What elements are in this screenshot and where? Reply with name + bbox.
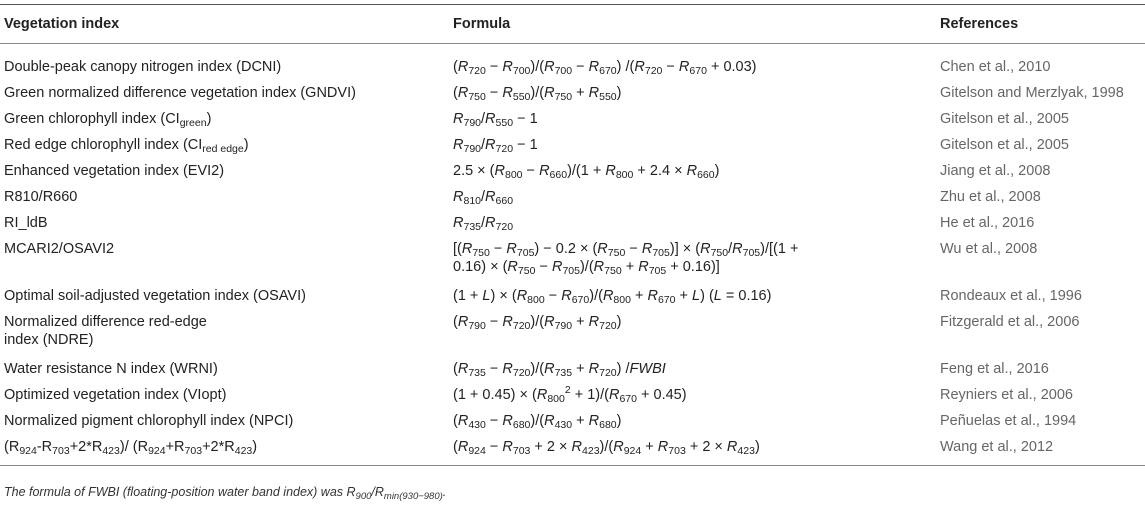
table-row: [0, 105, 1145, 131]
vegetation-index-table: [0, 4, 1145, 466]
table-row: [0, 209, 1145, 235]
table-row: [0, 407, 1145, 433]
formula: $(R_{735} - R_{720})/(R_{735} + R_{720})$ /FWBI: [453, 361, 666, 379]
formula: $(1 + 0.45) \times (R_{800}^2 + 1)/(R_{670} + 0.45)$: [453, 384, 687, 405]
formula: $(1 + L) \times (R_{800} - R_{670})/(R_{800} + R_{670} + L) (L = 0.16)$: [453, 288, 772, 306]
index-name: $(R_{924}-R_{703}+2*R_{423})/$ $(R_{924}+R_{703}+2*R_{423})$: [0, 433, 453, 466]
reference: Wang et al., 2012: [940, 433, 1145, 466]
table-header-row: [0, 5, 1145, 44]
index-name: Enhanced vegetation index (EVI2): [4, 163, 225, 179]
reference: Gitelson and Merzlyak, 1998: [940, 85, 1124, 101]
index-name: Optimal soil-adjusted vegetation index (OSAVI): [4, 288, 306, 304]
table-row: [0, 433, 1145, 466]
formula: $R_{810}/R_{660}$: [453, 189, 514, 207]
formula: $(R_{430} - R_{680})/(R_{430} + R_{680})$: [453, 413, 622, 431]
table-row: [0, 235, 1145, 282]
formula: $(R_{750} - R_{550})/(R_{750} + R_{550})$: [453, 85, 622, 103]
reference: Gitelson et al., 2005: [940, 137, 1069, 153]
index-name: Optimized vegetation index (VIopt): [4, 387, 227, 403]
index-name: Green normalized difference vegetation index (GNDVI): [4, 85, 356, 101]
formula: $[(R_{750} - R_{705}) - 0.2 \times (R_{750} - R_{705})] \times (R_{750}/R_{705})/[(1$ + $0.16) \times (R_{750} - R_{705})/(R_{750} + R_{705} + 0.16)$]: [453, 241, 799, 277]
index-name: Normalized pigment chlorophyll index (NPCI): [4, 413, 294, 429]
reference: Fitzgerald et al., 2006: [940, 314, 1080, 330]
reference: Jiang et al., 2008: [940, 163, 1051, 179]
reference: Gitelson et al., 2005: [940, 111, 1069, 127]
table-row: [0, 44, 1145, 80]
reference: Wu et al., 2008: [940, 241, 1038, 257]
reference: Feng et al., 2016: [940, 361, 1049, 377]
table-footnote: The formula of FWBI (floating-position water band index) was $R_{900}/R_{min(930-980)}$.: [4, 485, 447, 502]
formula: $R_{735}/R_{720}$: [453, 215, 514, 233]
formula: $R_{790}/R_{550} - 1$: [453, 111, 538, 129]
formula: $(R_{790} - R_{720})/(R_{790} + R_{720})$: [453, 314, 622, 332]
reference: Zhu et al., 2008: [940, 189, 1041, 205]
table-row: [0, 308, 1145, 355]
header-references: References: [940, 5, 1145, 44]
header-vegetation-index: Vegetation index: [0, 5, 453, 44]
table-row: [0, 79, 1145, 105]
formula: $(R_{924} - R_{703} + 2 \times R_{423})/(R_{924} + R_{703} + 2 \times R_{423})$: [453, 433, 940, 466]
index-name: Red edge chlorophyll index $(CI_{red edge})$: [4, 137, 249, 155]
reference: Chen et al., 2010: [940, 59, 1051, 75]
index-name: Water resistance N index (WRNI): [4, 361, 218, 377]
index-name: MCARI2/OSAVI2: [4, 241, 115, 257]
index-name: Double-peak canopy nitrogen index (DCNI): [4, 59, 282, 75]
index-name: R810/R660: [4, 189, 78, 205]
table-row: [0, 183, 1145, 209]
table-row: [0, 157, 1145, 183]
index-name: RI_ldB: [4, 215, 48, 231]
reference: Reyniers et al., 2006: [940, 387, 1073, 403]
reference: He et al., 2016: [940, 215, 1035, 231]
reference: Rondeaux et al., 1996: [940, 288, 1082, 304]
header-formula: Formula: [453, 5, 940, 44]
reference: Peñuelas et al., 1994: [940, 413, 1077, 429]
formula: $(R_{720} - R_{700})/(R_{700} - R_{670}) /(R_{720} - R_{670} + 0.03)$: [453, 59, 757, 77]
index-name: Green chlorophyll index $(CI_{green})$: [4, 111, 212, 129]
index-name: Normalized difference red-edge index (NDRE): [4, 314, 207, 348]
table-row: [0, 355, 1145, 381]
table-row: [0, 381, 1145, 407]
formula: $2.5 \times (R_{800} - R_{660})/(1 + R_{800} + 2.4 \times R_{660})$: [453, 163, 720, 181]
table-row: [0, 131, 1145, 157]
table-row: [0, 282, 1145, 308]
formula: $R_{790}/R_{720} - 1$: [453, 137, 538, 155]
